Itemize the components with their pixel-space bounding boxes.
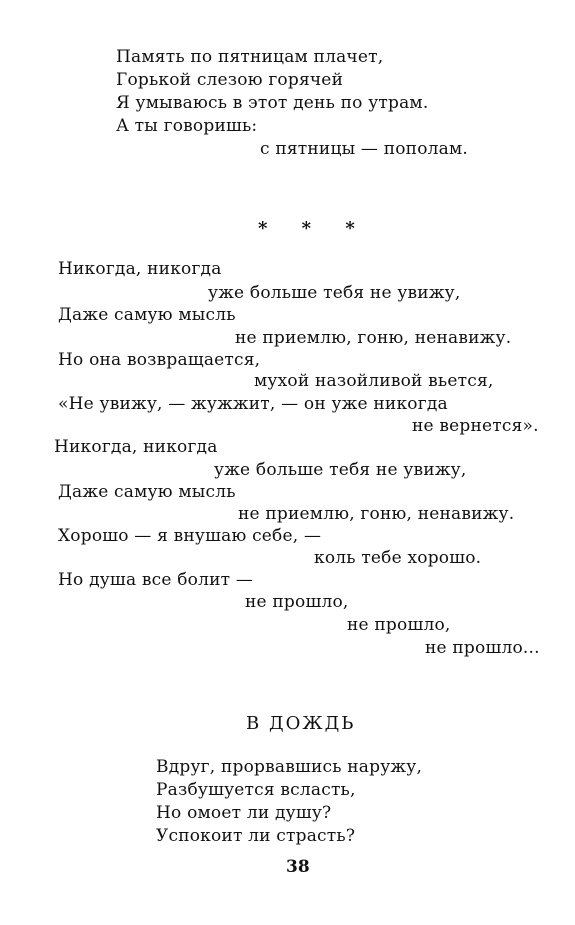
poem-line: не приемлю, гоню, ненавижу. <box>238 504 515 524</box>
poem-line: Даже самую мысль <box>58 305 236 325</box>
poem-line: Но омоет ли душу? <box>156 803 332 823</box>
poem-line: Хорошо — я внушаю себе, — <box>58 526 322 546</box>
poem-line: не прошло... <box>425 638 540 658</box>
poem-line: с пятницы — пополам. <box>260 139 469 159</box>
page-number: 38 <box>286 857 310 877</box>
poem-line: не прошло, <box>347 615 451 635</box>
poem-title: В ДОЖДЬ <box>246 713 356 734</box>
poem-line: Никогда, никогда <box>58 259 222 279</box>
poem-line: Успокоит ли страсть? <box>156 826 356 846</box>
poem-line: Горькой слезою горячей <box>116 70 344 90</box>
poem-line: не вернется». <box>412 416 539 436</box>
poem-line: не приемлю, гоню, ненавижу. <box>235 328 512 348</box>
poem-line: «Не увижу, — жужжит, — он уже никогда <box>58 394 448 414</box>
poem-line: уже больше тебя не увижу, <box>214 460 467 480</box>
poem-line: коль тебе хорошо. <box>314 548 482 568</box>
poem-line: Даже самую мысль <box>58 482 236 502</box>
poem-line: Но она возвращается, <box>58 350 261 370</box>
poem-line: не прошло, <box>245 592 349 612</box>
section-separator: * * * <box>258 218 369 239</box>
poem-line: Разбушуется всласть, <box>156 780 356 800</box>
poem-line: Вдруг, прорвавшись наружу, <box>156 757 423 777</box>
poem-line: уже больше тебя не увижу, <box>208 283 461 303</box>
poem-line: мухой назойливой вьется, <box>254 371 494 391</box>
poem-line: А ты говоришь: <box>116 116 258 136</box>
poem-line: Никогда, никогда <box>54 437 218 457</box>
poem-line: Память по пятницам плачет, <box>116 47 384 67</box>
poem-line: Но душа все болит — <box>58 570 254 590</box>
poem-line: Я умываюсь в этот день по утрам. <box>116 93 429 113</box>
